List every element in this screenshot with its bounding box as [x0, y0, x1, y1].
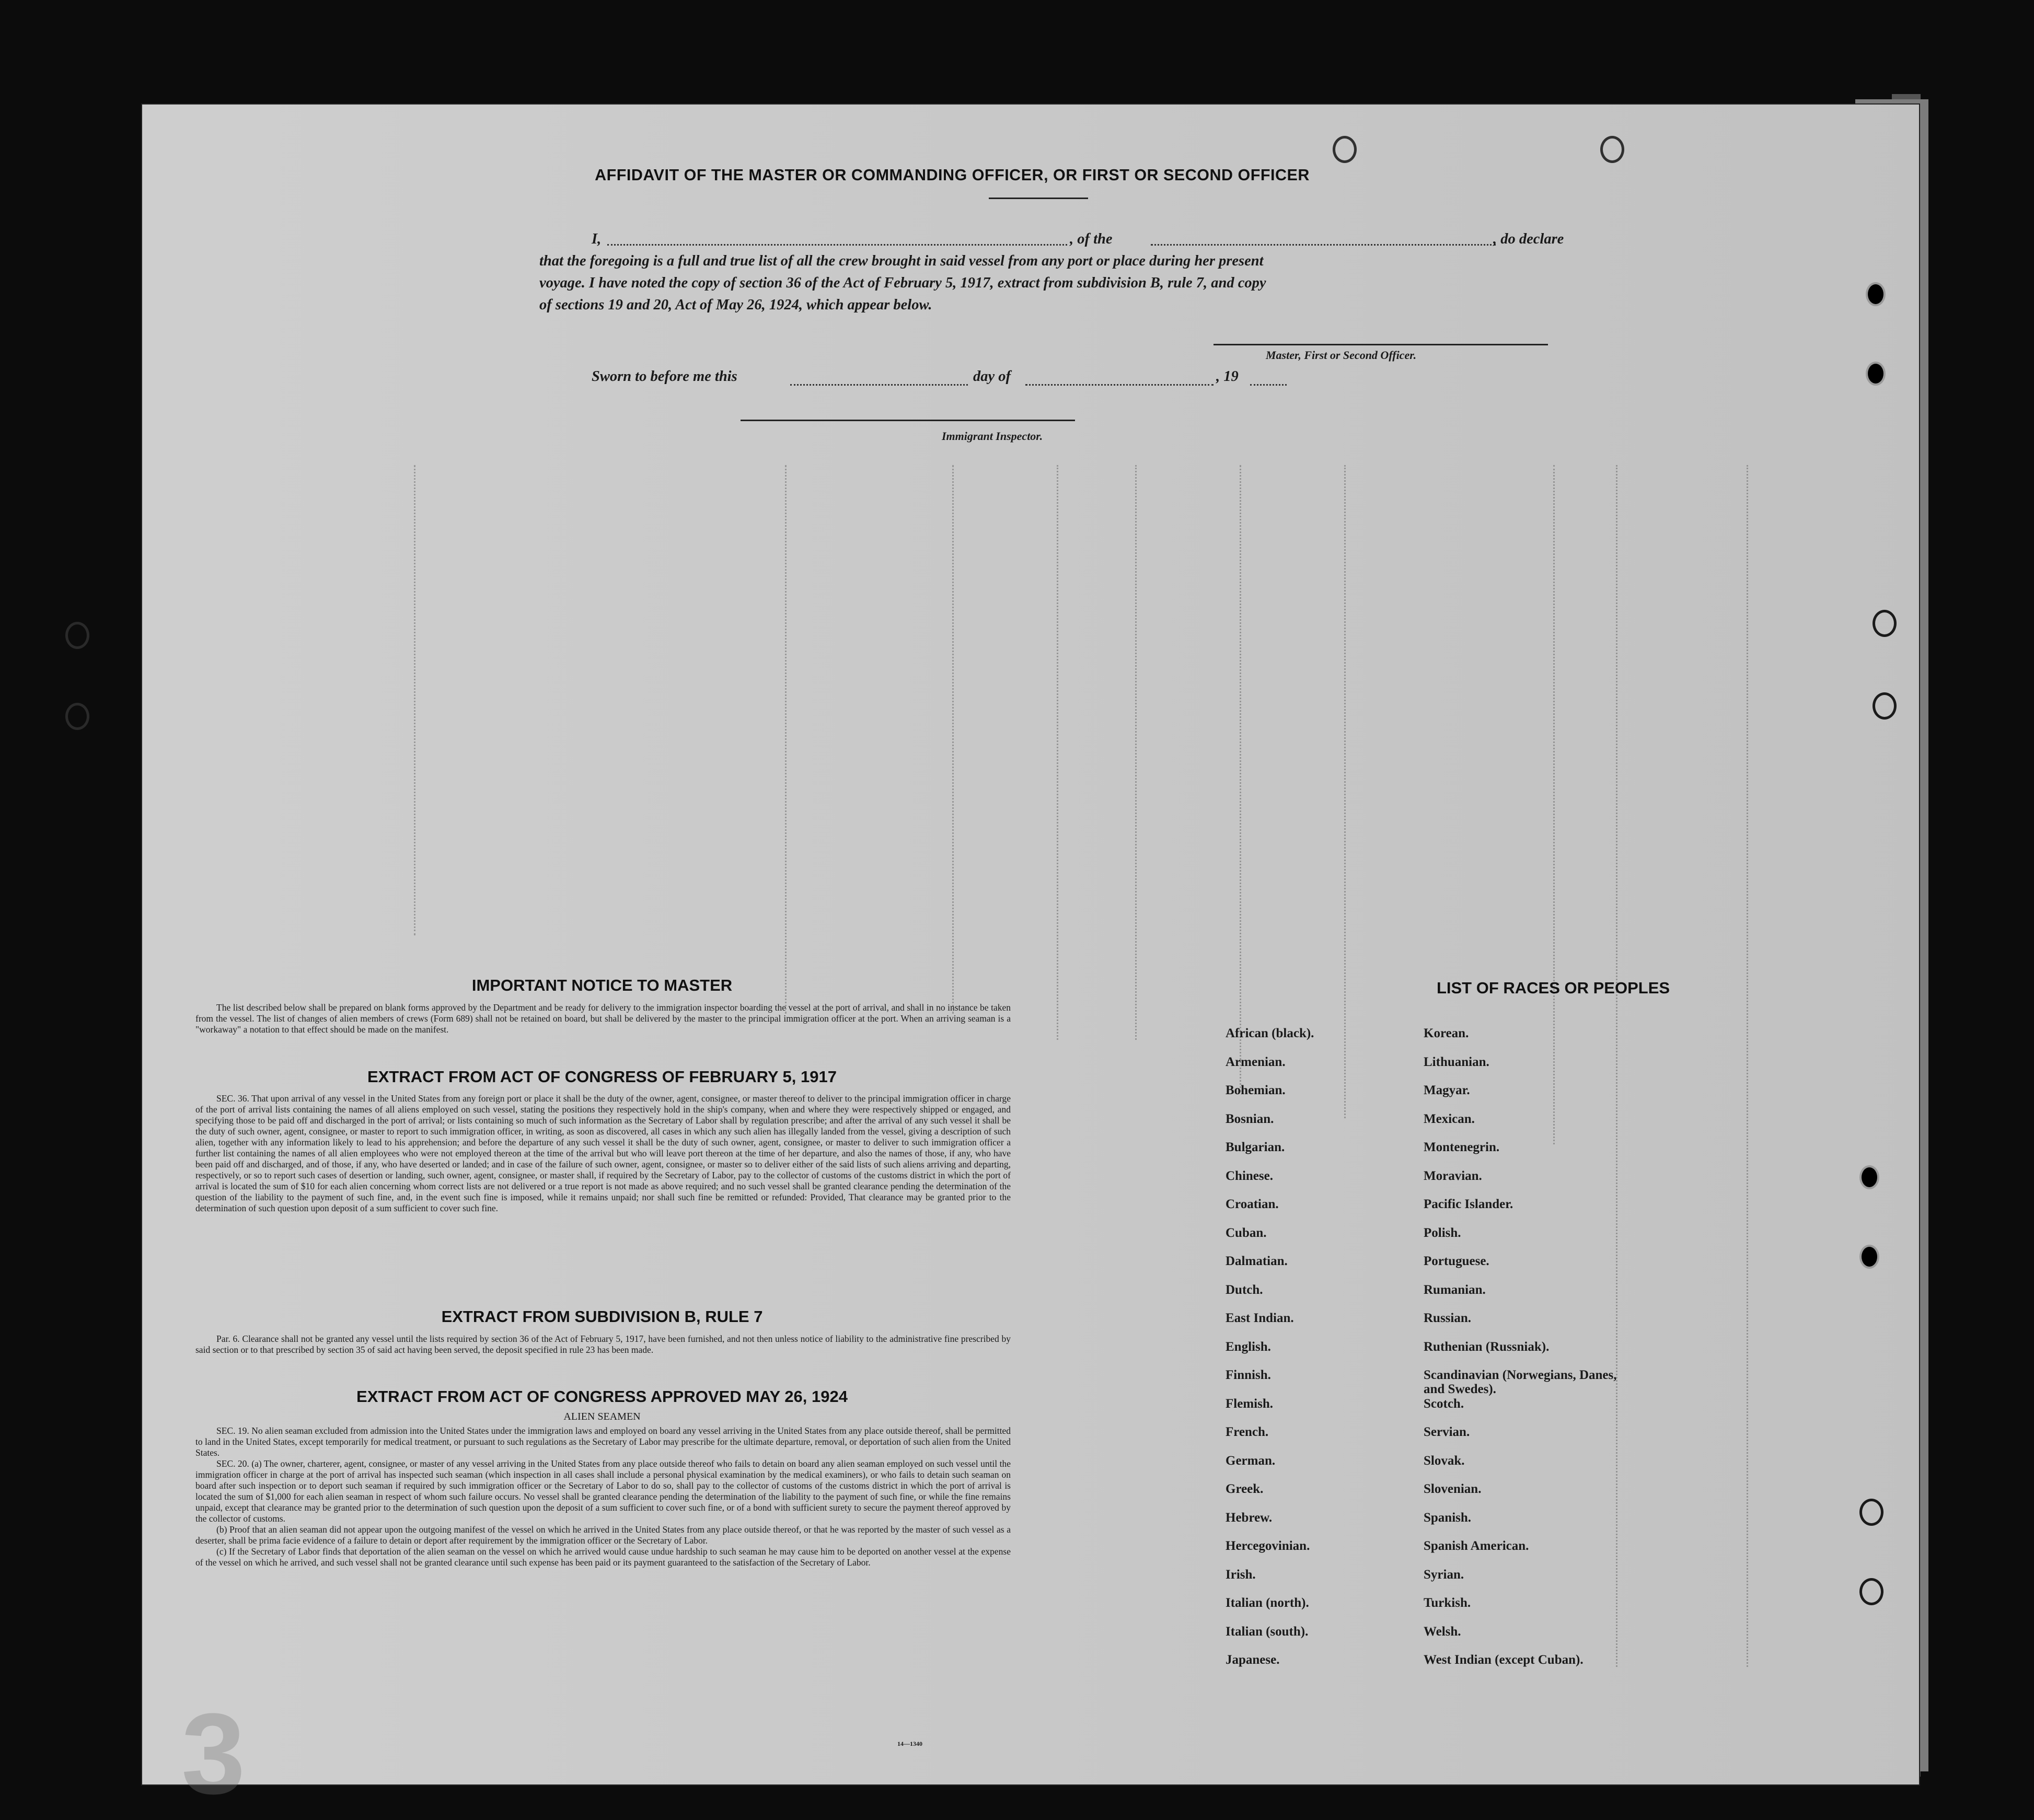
race-item: French. — [1226, 1425, 1269, 1439]
inspector-signature-line — [741, 420, 1075, 421]
race-item: Mexican. — [1424, 1111, 1475, 1126]
race-item: Polish. — [1424, 1225, 1461, 1240]
affidavit-line4: of sections 19 and 20, Act of May 26, 1924, which appear below. — [539, 297, 932, 313]
race-item: Bulgarian. — [1226, 1140, 1285, 1154]
year-text: , 19 — [1216, 368, 1239, 385]
race-item: Chinese. — [1226, 1168, 1273, 1183]
bleed-through-line — [1240, 465, 1241, 1092]
races-title: LIST OF RACES OR PEOPLES — [1436, 979, 1670, 997]
race-item: Cuban. — [1226, 1225, 1267, 1240]
title-underline — [989, 198, 1088, 199]
race-item: Slovak. — [1424, 1453, 1465, 1468]
race-item: East Indian. — [1226, 1311, 1294, 1325]
race-item: Montenegrin. — [1424, 1140, 1500, 1154]
race-item: Scotch. — [1424, 1396, 1464, 1411]
bleed-through-line — [952, 465, 954, 1014]
vessel-blank — [1151, 244, 1496, 246]
race-item: Welsh. — [1424, 1624, 1461, 1639]
signature-line — [1214, 344, 1548, 345]
race-item: Magyar. — [1424, 1083, 1470, 1097]
inspector-label: Immigrant Inspector. — [942, 430, 1043, 443]
affidavit-title: AFFIDAVIT OF THE MASTER OR COMMANDING OFFICER, OR FIRST OR SECOND OFFICER — [595, 166, 1310, 184]
punch-hole-icon — [1859, 1499, 1883, 1526]
race-item: Irish. — [1226, 1567, 1256, 1582]
race-item: Dutch. — [1226, 1282, 1263, 1297]
affidavit-line1-declare: , do declare — [1493, 231, 1564, 247]
sec20b-text: (b) Proof that an alien seaman did not appear upon the outgoing manifest of the vessel on which he arrived in the United States from any place outside thereof, or that he was reported by the master of such vessel as a deserter, shall be prima facie evidence of a failure to detain or deport after requirement by the immigration officer or the Secretary of Labor. — [195, 1524, 1011, 1546]
binder-hole-icon — [1333, 136, 1357, 163]
day-of-text: day of — [973, 368, 1011, 385]
bleed-through-line — [785, 465, 787, 1014]
extract-1924-body — [195, 1425, 1011, 1568]
affidavit-line2: that the foregoing is a full and true list of all the crew brought in said vessel from any port or place during her present — [539, 253, 1264, 269]
race-item: Servian. — [1424, 1425, 1470, 1439]
punch-hole-icon — [65, 703, 89, 730]
bleed-through-line — [1344, 465, 1346, 1118]
punch-hole-icon — [1859, 1245, 1879, 1269]
race-item: German. — [1226, 1453, 1276, 1468]
race-item: Moravian. — [1424, 1168, 1482, 1183]
race-item: Spanish American. — [1424, 1539, 1529, 1553]
race-item: Syrian. — [1424, 1567, 1464, 1582]
sworn-text: Sworn to before me this — [592, 368, 737, 385]
extract-rule7-title: EXTRACT FROM SUBDIVISION B, RULE 7 — [441, 1307, 763, 1326]
extract-1917-title: EXTRACT FROM ACT OF CONGRESS OF FEBRUARY 5, 1917 — [367, 1068, 837, 1086]
race-item: Korean. — [1424, 1026, 1469, 1040]
extract-1924-subtitle: ALIEN SEAMEN — [563, 1411, 641, 1422]
races-left-column — [1226, 1026, 1414, 1682]
punch-hole-icon — [1859, 1578, 1883, 1605]
form-number: 14—1340 — [897, 1740, 922, 1747]
race-item: Bohemian. — [1226, 1083, 1286, 1097]
race-item: Finnish. — [1226, 1368, 1271, 1382]
race-item: Greek. — [1226, 1482, 1264, 1496]
extract-1924-title: EXTRACT FROM ACT OF CONGRESS APPROVED MAY 26, 1924 — [356, 1387, 848, 1406]
punch-hole-icon — [1873, 610, 1897, 637]
extract-rule7-body: Par. 6. Clearance shall not be granted any vessel until the lists required by section 36 of the Act of February 5, 1917, have been furnished, and not then unless notice of liability to the administrative fine prescribed by said section or to that prescribed by section 35 of said act having been served, the deposit specified in rule 23 has been made. — [195, 1334, 1011, 1355]
race-item: Portuguese. — [1424, 1254, 1489, 1268]
month-blank — [1025, 384, 1214, 386]
bleed-through-line — [414, 465, 415, 935]
punch-hole-icon — [65, 622, 89, 649]
punch-hole-icon — [1859, 1165, 1879, 1189]
sec20a-text: SEC. 20. (a) The owner, charterer, agent, consignee, or master of any vessel arriving in the United States from any place outside thereof who fails to detain on board any alien seaman employed on such vessel until the immigration officer in charge at the port of arrival has inspected such seaman (which inspection in all cases shall include a personal physical examination by the medical examiners), or who fails to detain such seaman on board after such inspection or to deport such seaman if required by such immigration officer or the Secretary of Labor to do so, shall pay to the collector of customs of the customs district in which the port of arrival is located the sum of $1,000 for each alien seaman in respect of whom such failure occurs. No vessel shall be granted clearance pending the determination of the liability to the payment of such fine, or while the fine remains unpaid, except that clearance may be granted prior to the determination of such question upon the deposit of a sum sufficient to cover such fine, or of a bond with sufficient surety to secure the payment thereof approved by the collector of customs. — [195, 1458, 1011, 1524]
race-item: Bosnian. — [1226, 1111, 1274, 1126]
race-item: Scandinavian (Norwegians, Danes, and Swedes). — [1424, 1368, 1617, 1396]
race-item: Ruthenian (Russniak). — [1424, 1339, 1550, 1354]
race-item: Slovenian. — [1424, 1482, 1482, 1496]
extract-1917-body: SEC. 36. That upon arrival of any vessel in the United States from any foreign port or place it shall be the duty of the owner, agent, consignee, or master thereof to deliver to the principal immigration officer in charge of the port of arrival lists containing the names of all aliens employed on such vessel, stating the positions they respectively hold in the ship's company, when and where they were respectively shipped or engaged, and specifying those to be paid off and discharged in the port of arrival; or lists containing so much of such information as the Secretary of Labor shall by regulation prescribe; and after the arrival of any such vessel it shall be the duty of such owner, agent, consignee, or master to report to such immigration officer, in writing, as soon as discovered, all cases in which any such alien has illegally landed from the vessel, giving a description of such alien, together with any information likely to lead to his apprehension; and before the departure of any such vessel it shall be the duty of such owner, agent, consignee, or master to deliver to such immigration officer a further list containing the names of all alien employees who were not employed thereon at the time of the arrival but who will leave port thereon at the time of her departure, and also the names of those, if any, who have been paid off and discharged, and of those, if any, who have deserted or landed; and in case of the failure of such owner, agent, consignee, or master so to deliver either of the said lists of such aliens arriving and departing, respectively, or so to report such cases of desertion or landing, such owner, agent, consignee, or master shall, if required by the Secretary of Labor, pay to the collector of customs of the customs district in which the port of arrival is located the sum of $10 for each alien concerning whom correct lists are not delivered or a true report is not made as above required; and no such vessel shall be granted clearance pending the determination of the question of the liability to the payment of such fine, and, in the event such fine is imposed, while it remains unpaid; nor shall such fine be remitted or refunded: Provided, That clearance may be granted prior to the determination of such question upon deposit of a sum sufficient to cover such fine. — [195, 1093, 1011, 1213]
race-item: Japanese. — [1226, 1653, 1280, 1667]
race-item: Italian (north). — [1226, 1596, 1309, 1610]
race-item: Dalmatian. — [1226, 1254, 1288, 1268]
affidavit-body — [539, 228, 1679, 316]
year-blank — [1250, 384, 1287, 386]
signature-label: Master, First or Second Officer. — [1266, 349, 1417, 362]
sec19-text: SEC. 19. No alien seaman excluded from admission into the United States under the immigration laws and employed on board any vessel arriving in the United States from any place outside thereof, shall be permitted to land in the United States, except temporarily for medical treatment, or pursuant to such regulations as the Secretary of Labor may prescribe for the ultimate departure, removal, or deportation of such alien from the United States. — [195, 1425, 1011, 1458]
race-item: English. — [1226, 1339, 1271, 1354]
race-item: Turkish. — [1424, 1596, 1471, 1610]
race-item: Spanish. — [1424, 1510, 1472, 1525]
race-item: Pacific Islander. — [1424, 1197, 1513, 1211]
race-item: Lithuanian. — [1424, 1054, 1489, 1069]
sec20c-text: (c) If the Secretary of Labor finds that deportation of the alien seaman on the vessel on which he arrived would cause undue hardship to such seaman he may cause him to be deported on another vessel at the expense of the vessel on which he arrived, and such vessel shall not be granted clearance until such expense has been paid or its payment guaranteed to the satisfaction of the Secretary of Labor. — [195, 1546, 1011, 1568]
race-item: Hercegovinian. — [1226, 1539, 1310, 1553]
name-blank — [607, 244, 1067, 246]
bleed-through-line — [1135, 465, 1137, 1040]
race-item: Italian (south). — [1226, 1624, 1309, 1639]
race-item: Russian. — [1424, 1311, 1472, 1325]
races-right-column — [1424, 1026, 1622, 1682]
race-item: Rumanian. — [1424, 1282, 1486, 1297]
sworn-line — [592, 368, 1376, 389]
notice-title: IMPORTANT NOTICE TO MASTER — [471, 976, 733, 994]
affidavit-line1-of: , of the — [1070, 231, 1113, 247]
bleed-through-line — [1057, 465, 1058, 1040]
punch-hole-icon — [1866, 282, 1886, 306]
race-item: Flemish. — [1226, 1396, 1273, 1411]
race-item: Hebrew. — [1226, 1510, 1273, 1525]
race-item: Croatian. — [1226, 1197, 1279, 1211]
page-number-bleed: 3 — [181, 1689, 246, 1818]
bleed-through-line — [1747, 465, 1748, 1667]
affidavit-line1-i: I, — [592, 231, 602, 247]
punch-hole-icon — [1873, 692, 1897, 720]
race-item: West Indian (except Cuban). — [1424, 1653, 1584, 1667]
document-page — [142, 105, 1919, 1818]
affidavit-line3: voyage. I have noted the copy of section 36 of the Act of February 5, 1917, extract from subdivision B, rule 7, and copy — [539, 275, 1266, 291]
binder-hole-icon — [1600, 136, 1624, 163]
race-item: Armenian. — [1226, 1054, 1286, 1069]
punch-hole-icon — [1866, 362, 1886, 386]
race-item: African (black). — [1226, 1026, 1314, 1040]
notice-body: The list described below shall be prepared on blank forms approved by the Department and be ready for delivery to the immigration inspector boarding the vessel at the port of arrival, and shall in no instance be taken from the vessel. The list of changes of alien members of crews (Form 689) shall not be retained on board, but shall be delivered by the master to the principal immigration officer at the port. When an arriving seaman is a "workaway" a notation to that effect should be made on the manifest. — [195, 1002, 1011, 1035]
day-blank — [790, 384, 968, 386]
